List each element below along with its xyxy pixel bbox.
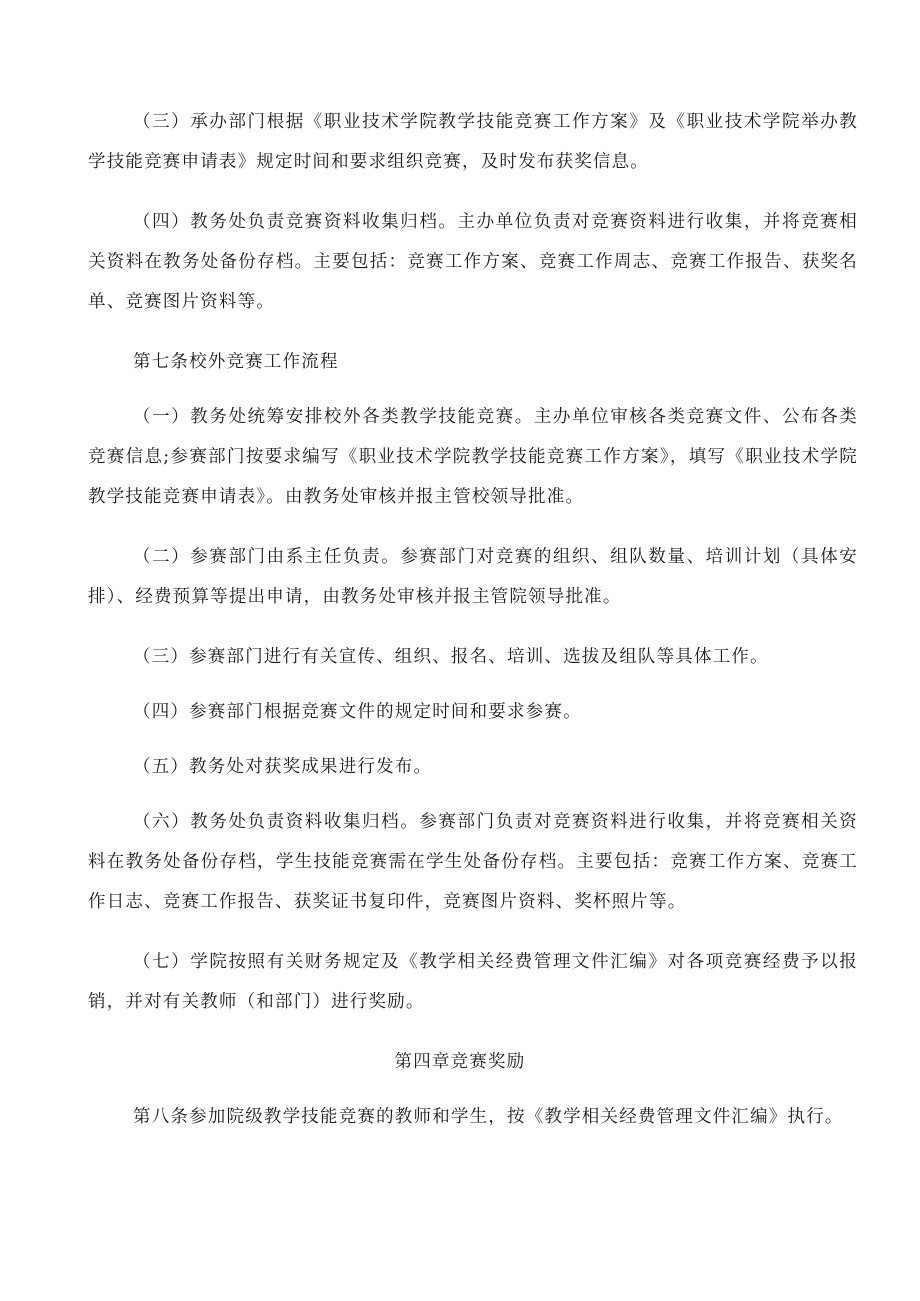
chapter-4-heading: 第四章竞赛奖励 (394, 1052, 526, 1072)
paragraph-external-5: （五）教务处对获奖成果进行发布。 (133, 757, 433, 777)
paragraph-external-1: （一）教务处统筹安排校外各类教学技能竞赛。主办单位审核各类竞赛文件、公布各类竞赛信息;参赛部门按要求编写《职业技术学院教学技能竞赛工作方案》，填写《职业技术学院教学技能竞赛申请表》。由教务处审核并报主管校领导批准。 (88, 407, 858, 507)
paragraph-external-3: （三）参赛部门进行有关宣传、组织、报名、培训、选拔及组队等具体工作。 (133, 647, 769, 667)
article-7-heading: 第七条校外竞赛工作流程 (133, 352, 339, 372)
paragraph-4-archive-materials: （四）教务处负责竞赛资料收集归档。主办单位负责对竞赛资料进行收集，并将竞赛相关资料在教务处备份存档。主要包括：竞赛工作方案、竞赛工作周志、竞赛工作报告、获奖名单、竞赛图片资料等。 (88, 212, 858, 312)
paragraph-external-6: （六）教务处负责资料收集归档。参赛部门负责对竞赛资料进行收集，并将竞赛相关资料在教务处备份存档，学生技能竞赛需在学生处备份存档。主要包括：竞赛工作方案、竞赛工作日志、竞赛工作报告、获奖证书复印件，竞赛图片资料、奖杯照片等。 (88, 812, 858, 912)
paragraph-external-7: （七）学院按照有关财务规定及《教学相关经费管理文件汇编》对各项竞赛经费予以报销，并对有关教师（和部门）进行奖励。 (88, 952, 858, 1012)
article-8-paragraph: 第八条参加院级教学技能竞赛的教师和学生，按《教学相关经费管理文件汇编》执行。 (133, 1107, 844, 1127)
paragraph-3-organizer-competition: （三）承办部门根据《职业技术学院教学技能竞赛工作方案》及《职业技术学院举办教学技能竞赛申请表》规定时间和要求组织竞赛，及时发布获奖信息。 (88, 112, 858, 172)
paragraph-external-2: （二）参赛部门由系主任负责。参赛部门对竞赛的组织、组队数量、培训计划（具体安排）、经费预算等提出申请，由教务处审核并报主管院领导批准。 (88, 547, 858, 607)
paragraph-external-4: （四）参赛部门根据竞赛文件的规定时间和要求参赛。 (133, 702, 582, 722)
